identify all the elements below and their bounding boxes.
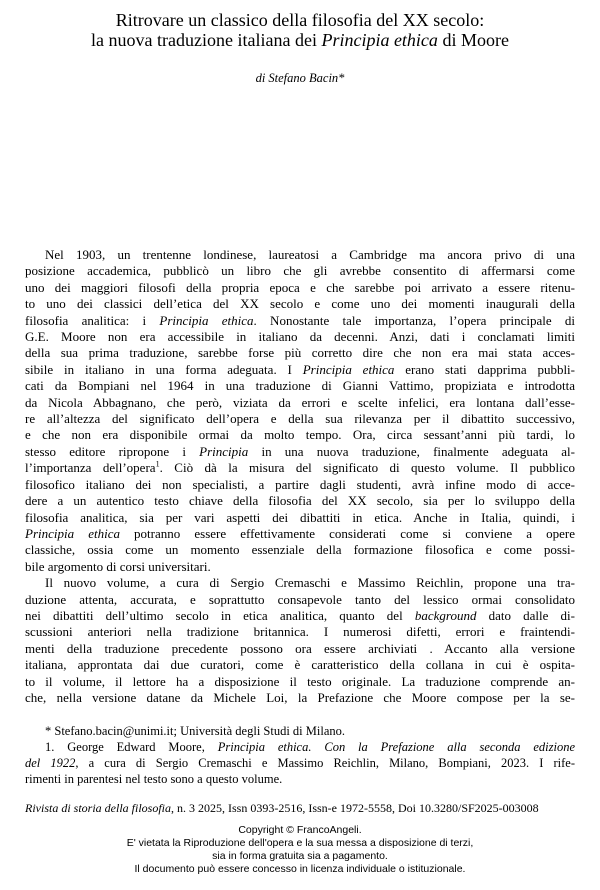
text-line: della sua prima traduzione, sarebbe forse più corretto dire che non era mai stata acces- [25, 345, 575, 361]
footnotes-block [25, 723, 575, 787]
text-line: bile argomento di corsi universitari. [25, 558, 211, 574]
text-line: uno dei maggiori filosofi della propria epoca e che sarebbe poi arrivato a essere ritenu- [25, 279, 575, 295]
copyright-line: Copyright © FrancoAngeli. [238, 824, 362, 837]
text-line: dere a un autentico testo chiave della filosofia del XX secolo, sia per lo sviluppo della [25, 493, 575, 509]
text-line: nei dibattiti dell’ultimo secolo in etica analitica, quanto del background dato dalle di- [25, 607, 575, 623]
article-body [25, 247, 575, 706]
text-line: cati da Bompiani nel 1964 in una traduzione di Gianni Vattimo, propiziata e introdotta [25, 378, 575, 394]
text-line: Il nuovo volume, a cura di Sergio Cremaschi e Massimo Reichlin, propone una tra- [45, 575, 575, 591]
text-line: to uno dei classici dell’etica del XX secolo e come uno dei momenti inaugurali della [25, 296, 575, 312]
copyright-line: E' vietata la Riproduzione dell'opera e la sua messa a disposizione di terzi, [126, 837, 474, 850]
text-line: Nel 1903, un trentenne londinese, laureatosi a Cambridge ma ancora privo di una [45, 247, 575, 262]
text-line: del 1922, a cura di Sergio Cremaschi e Massimo Reichlin, Milano, Bompiani, 2023. I rife- [25, 756, 575, 771]
text-line: italiana, approntata dai due curatori, come è caratteristico della collana in cui è ospita- [25, 657, 575, 673]
paragraph-1 [25, 247, 575, 575]
text-line: to il volume, il lettore ha a disposizione il testo originale. La traduzione comprende an- [25, 673, 575, 689]
text-line: Principia ethica potranno essere effettivamente considerati come si conviene a opere [25, 525, 576, 541]
footnote-1 [25, 739, 575, 787]
copyright-line: Il documento può essere concesso in licenza individuale o istituzionale. [134, 863, 466, 876]
footnote-author-affiliation [25, 723, 575, 739]
text-line: posizione accademica, pubblicò un libro che gli avrebbe consentito di affermarsi come [25, 263, 575, 279]
text-line: scussioni anteriori nella tradizione britannica. I numerosi difetti, errori e fraintendi- [25, 624, 575, 640]
paragraph-2 [25, 575, 575, 706]
text-line: G.E. Moore non era accessibile in italiano da decenni. Anzi, dati i conclamati limiti [25, 329, 575, 345]
text-line: menti della traduzione precedente possono ora essere archiviati . Accanto alla versione [25, 640, 575, 656]
text-line: stesso editore ripropone i Principia in una nuova traduzione, finalmente adeguata al- [25, 443, 575, 459]
copyright-line: sia in forma gratuita sia a pagamento. [212, 850, 388, 863]
text-line: re all’altezza del significato dell’opera e della sua rilevanza per il dibattito successivo, [25, 411, 575, 427]
text-line: rimenti in parentesi nel testo sono a questo volume. [25, 772, 283, 787]
text-line: che, nella versione datane da Michele Loi, la Prefazione che Moore compose per la se- [25, 689, 575, 705]
author-byline: di Stefano Bacin* [255, 71, 345, 85]
text-line: da Nicola Abbagnano, che però, viziata da errori e scelte infelici, era lontana dall’esse- [25, 394, 575, 410]
text-line: l’importanza dell’opera$^1$. Ciò dà la misura del significato di questo volume. Il pubblico [25, 459, 576, 476]
journal-citation-line: Rivista di storia della filosofia, n. 3 2025, Issn 0393-2516, Issn-e 1972-5558, Doi 10.3280/SF2025-003008 [25, 801, 539, 816]
text-line: sibile in italiano in una forma adeguata. I Principia ethica erano stati dapprima pubbli- [25, 361, 575, 377]
title-line-2: la nuova traduzione italiana dei Principia ethica di Moore [91, 30, 509, 50]
text-line: classiche, ossia come un momento essenziale della formazione filosofica e come possi- [25, 542, 575, 558]
title-line-1: Ritrovare un classico della filosofia del XX secolo: [115, 10, 485, 30]
text-line: filosofia analitica, sia per vari aspetti dei dibattiti in etica. Anche in Italia, quindi, i [25, 509, 575, 525]
text-line: * Stefano.bacin@unimi.it; Università degli Studi di Milano. [45, 724, 346, 739]
text-line: filosofico italiano dei non specialisti, a partire dagli studenti, avrà infine modo di acce- [25, 476, 575, 492]
text-line: filosofia analitica: i Principia ethica. Nonostante tale importanza, l’opera principale di [25, 312, 575, 328]
article-title [25, 10, 575, 50]
copyright-notice [25, 824, 575, 876]
text-line: 1. George Edward Moore, Principia ethica. Con la Prefazione alla seconda edizione [45, 740, 575, 755]
text-line: e che non era disponibile ormai da molto tempo. Ora, circa sessant’anni più tardi, lo [25, 427, 575, 443]
text-line: duzione attenta, accurata, e soprattutto consapevole tanto del lessico ormai consolidato [25, 591, 575, 607]
